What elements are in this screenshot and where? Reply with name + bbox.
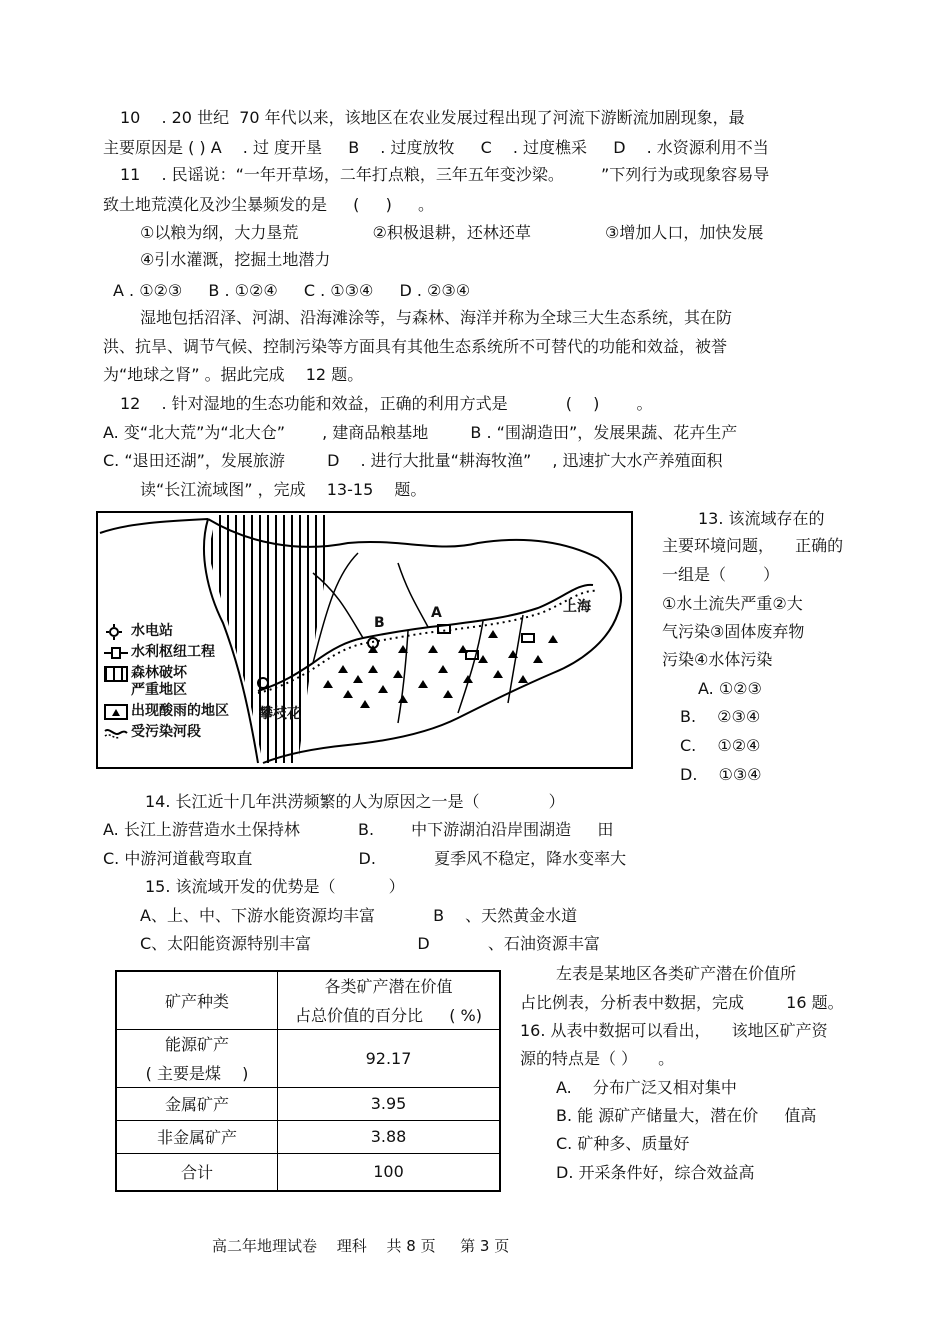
- q12-options-cd: C. “退田还湖”，发展旅游 D . 进行大批量“耕海牧渔” , 迅速扩大水产养殖面积: [103, 451, 723, 470]
- q13-line4: ①水土流失严重②大: [662, 594, 803, 613]
- legend-polluted-river: 受污染河段: [131, 724, 201, 740]
- yangtze-map: [96, 511, 633, 769]
- wetland-para-2: 洪、抗旱、调节气候、控制污染等方面具有其他生态系统所不可替代的功能和效益，被誉: [103, 337, 728, 356]
- q13-line1: 13. 该流域存在的: [698, 509, 825, 528]
- map-legend: [104, 621, 229, 743]
- table-header-percent: [278, 971, 501, 1029]
- q11-options-a: ①以粮为纲，大力垦荒 ②积极退耕，还林还草 ③增加人口，加快发展: [140, 223, 764, 242]
- table-row: [116, 1153, 500, 1191]
- q11-options-b: ④引水灌溉，挖掘土地潜力: [140, 250, 331, 269]
- q10-line1: 10 . 20 世纪 70 年代以来，该地区在农业发展过程出现了河流下游断流加剧现象，最: [120, 108, 745, 127]
- label-a: A: [431, 605, 442, 621]
- table-cell-type: 金属矿产: [116, 1087, 278, 1120]
- q13-line2: 主要环境问题， 正确的: [662, 536, 844, 555]
- label-shanghai: 上海: [563, 599, 591, 615]
- q15-options-cd: C、太阳能资源特别丰富 D 、石油资源丰富: [140, 934, 600, 953]
- table-cell-value: 92.17: [278, 1029, 501, 1087]
- legend-acid-rain: 出现酸雨的地区: [131, 703, 229, 719]
- table-cell-type: [116, 1029, 278, 1087]
- table-cell-type-line2: ( 主要是煤 ): [145, 1064, 249, 1083]
- legend-hydro-project: 水利枢纽工程: [131, 644, 215, 660]
- q16-stem-2: 源的特点是（ ） 。: [520, 1049, 675, 1068]
- q13-line3: 一组是（ ）: [662, 565, 780, 584]
- q16-option-d: D. 开采条件好，综合效益高: [556, 1163, 755, 1182]
- q13-option-c: C. ①②④: [680, 736, 761, 755]
- q13-line6: 污染④水体污染: [662, 650, 773, 669]
- label-panzhihua: 攀枝花: [259, 706, 301, 722]
- wetland-para-1: 湿地包括沼泽、河湖、沿海滩涂等，与森林、海洋并称为全球三大生态系统，其在防: [140, 308, 733, 327]
- label-b: B: [374, 615, 385, 631]
- dam-icon: [104, 645, 128, 661]
- map-intro: 读“长江流域图” ，完成 13-15 题。: [140, 480, 427, 499]
- q16-stem-1: 16. 从表中数据可以看出， 该地区矿产资: [520, 1021, 828, 1040]
- legend-forest-destruction: 森林破坏: [131, 665, 187, 681]
- table-cell-type-line1: 能源矿产: [164, 1035, 229, 1054]
- q12-options-ab: A. 变“北大荒”为“北大仓” , 建商品粮基地 B . “围湖造田”，发展果蔬、花卉生产: [103, 423, 738, 442]
- table-row: [116, 1087, 500, 1120]
- q14-stem: 14. 长江近十几年洪涝频繁的人为原因之一是（ ）: [145, 792, 565, 811]
- q10-line2: 主要原因是 ( ) A . 过 度开垦 B . 过度放牧 C . 过度樵采 D . 水资源利用不当: [103, 138, 769, 157]
- table-cell-value: 100: [278, 1153, 501, 1191]
- table-cell-type: 合计: [116, 1153, 278, 1191]
- table-cell-value: 3.88: [278, 1120, 501, 1153]
- wetland-para-3: 为“地球之肾” 。据此完成 12 题。: [103, 365, 364, 384]
- table-row: [116, 1029, 500, 1087]
- q13-option-d: D. ①③④: [680, 765, 762, 784]
- q13-line5: 气污染③固体废弃物: [662, 622, 805, 641]
- q13-option-a: A. ①②③: [698, 679, 762, 698]
- q14-options-ab: A. 长江上游营造水土保持林 B. 中下游湖泊沿岸围湖造 田: [103, 820, 614, 839]
- page-footer: 高二年地理试卷 理科 共 8 页 第 3 页: [212, 1237, 510, 1255]
- hydro-station-icon: [104, 624, 128, 640]
- q16-option-b: B. 能 源矿产储量大，潜在价 值高: [556, 1106, 817, 1125]
- mineral-value-table: [115, 970, 501, 1192]
- q15-stem: 15. 该流域开发的优势是（ ）: [145, 877, 405, 896]
- table-cell-type: 非金属矿产: [116, 1120, 278, 1153]
- q15-options-ab: A、上、中、下游水能资源均丰富 B 、天然黄金水道: [140, 906, 578, 925]
- polluted-river-icon: [104, 725, 128, 741]
- q16-option-c: C. 矿种多、质量好: [556, 1134, 690, 1153]
- q13-option-b: B. ②③④: [680, 707, 761, 726]
- table-header-type: 矿产种类: [116, 971, 278, 1029]
- table-header-percent-line2: 占总价值的百分比 ( %): [295, 1006, 482, 1026]
- forest-destruction-icon: [104, 666, 128, 682]
- table-header-percent-line1: 各类矿产潜在价值: [324, 977, 453, 997]
- q11-choices: A . ①②③ B . ①②④ C . ①③④ D . ②③④: [113, 281, 471, 300]
- q16-intro-1: 左表是某地区各类矿产潜在价值所: [556, 964, 797, 983]
- acid-rain-icon: [104, 704, 128, 720]
- q11-line1: 11 . 民谣说：“一年开草场，二年打点粮，三年五年变沙梁。 ”下列行为或现象容易导: [120, 165, 770, 184]
- q12-stem: 12 . 针对湿地的生态功能和效益，正确的利用方式是 ( ) 。: [120, 394, 653, 413]
- q16-intro-2: 占比例表，分析表中数据，完成 16 题。: [520, 993, 844, 1012]
- table-cell-value: 3.95: [278, 1087, 501, 1120]
- legend-severe-area: 严重地区: [131, 682, 187, 698]
- q16-option-a: A. 分布广泛又相对集中: [556, 1078, 737, 1097]
- q11-line2: 致土地荒漠化及沙尘暴频发的是 ( ) 。: [103, 195, 435, 214]
- q14-options-cd: C. 中游河道截弯取直 D. 夏季风不稳定，降水变率大: [103, 849, 627, 868]
- legend-hydro-station: 水电站: [131, 623, 173, 639]
- table-row: [116, 1120, 500, 1153]
